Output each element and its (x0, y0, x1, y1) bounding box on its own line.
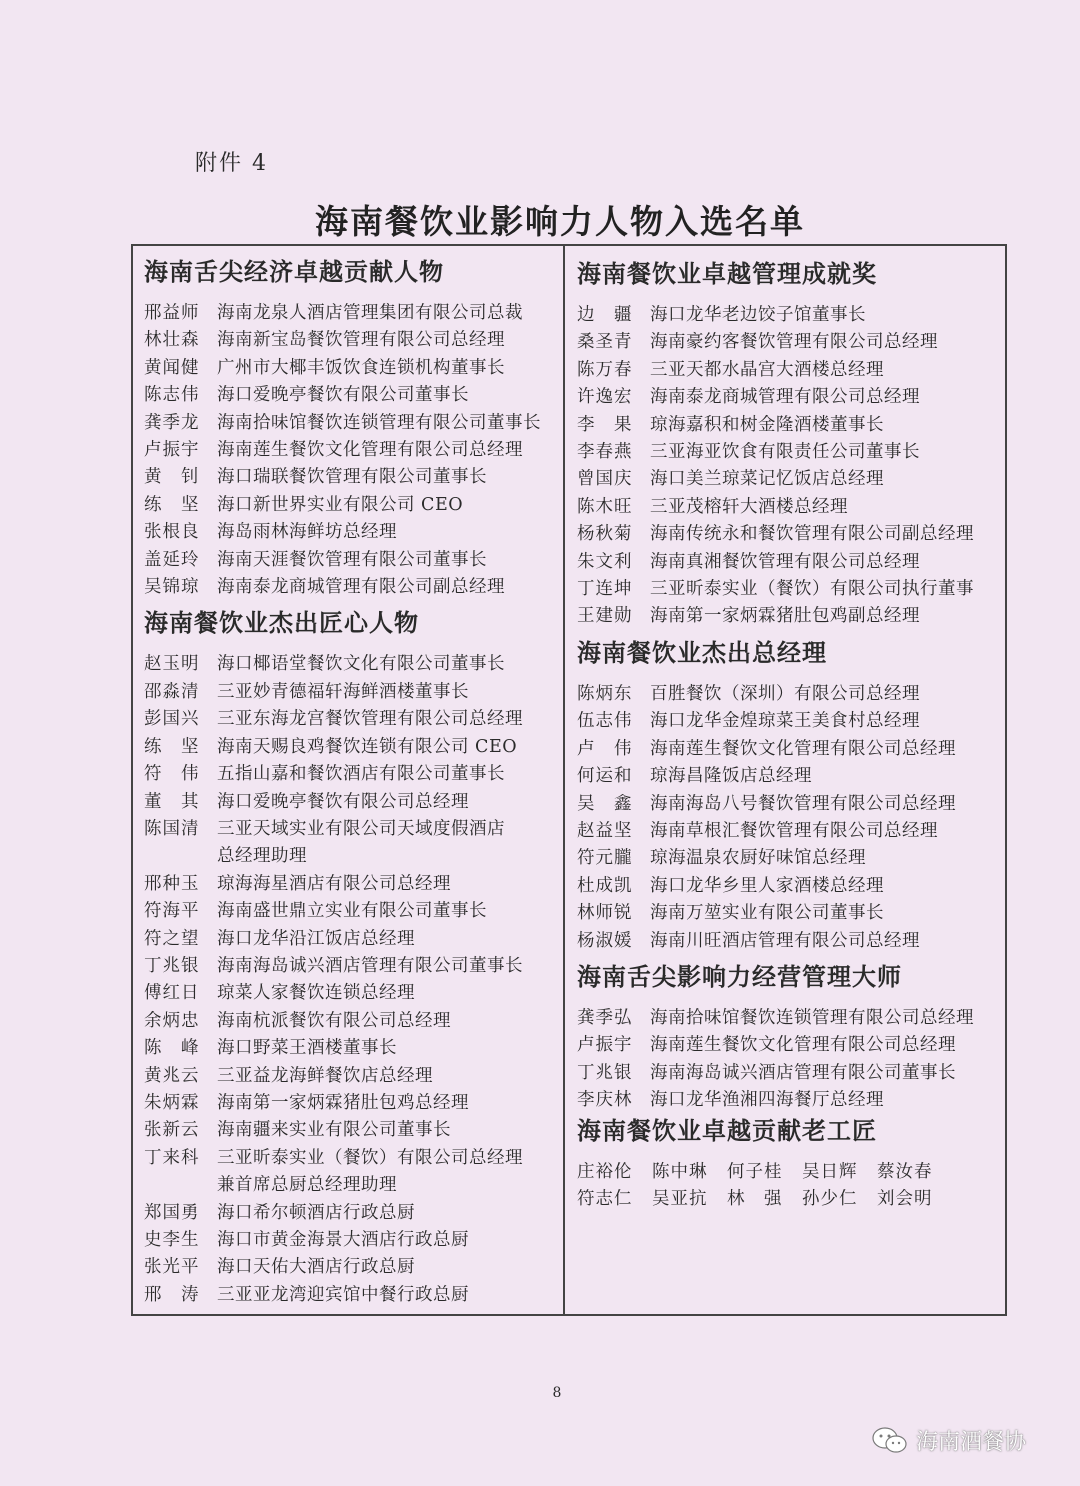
person-name: 王建勋 (577, 606, 633, 627)
organization-title (650, 681, 1002, 708)
organization-title (650, 1032, 1002, 1059)
organization-line: 海南草根汇餐饮管理有限公司总经理 (650, 820, 938, 841)
person-name: 张根良 (144, 522, 200, 543)
organization-line: 海南豪约客餐饮管理有限公司总经理 (650, 332, 938, 353)
person-name: 黄闻健 (144, 357, 200, 378)
organization-line: 海南新宝岛餐饮管理有限公司总经理 (217, 330, 505, 351)
organization-line: 海南真湘餐饮管理有限公司总经理 (650, 551, 920, 572)
craftsman-name: 吴亚抗 (652, 1188, 708, 1209)
person-name: 练 坚 (144, 736, 200, 757)
organization-line: 海口希尔顿酒店行政总厨 (217, 1202, 415, 1223)
person-name: 陈万春 (577, 359, 633, 380)
person-name: 何运和 (577, 766, 633, 787)
organization-line: 海口市黄金海景大酒店行政总厨 (217, 1230, 469, 1250)
craftsman-name: 刘会明 (877, 1188, 933, 1209)
list-item (144, 1090, 559, 1117)
organization-line: 百胜餐饮（深圳）有限公司总经理 (650, 683, 920, 704)
list-item (144, 464, 559, 491)
organization-line: 海口龙华渔湘四海餐厅总经理 (650, 1090, 884, 1111)
list-item (577, 357, 1002, 384)
page-number: 8 (552, 1385, 562, 1401)
craftsman-name: 孙少仁 (802, 1188, 858, 1209)
list-item (577, 708, 1002, 735)
person-name: 朱炳霖 (144, 1092, 200, 1113)
list-item (144, 980, 559, 1007)
organization-title (650, 384, 1002, 411)
organization-line: 海岛雨林海鲜坊总经理 (217, 522, 397, 543)
list-item (144, 1145, 559, 1200)
organization-title (217, 926, 559, 953)
list-item (577, 681, 1002, 708)
list-item (577, 845, 1002, 872)
organization-title (650, 845, 1002, 872)
person-name: 彭国兴 (144, 709, 200, 730)
organization-title (217, 437, 559, 464)
organization-line: 海口美兰琼菜记忆饭店总经理 (650, 469, 884, 490)
organization-title (650, 736, 1002, 763)
organization-title (217, 327, 559, 354)
section-heading: 海南舌尖影响力经营管理大师 (577, 961, 902, 991)
organization-line: 海南第一家炳霖猪肚包鸡副总经理 (650, 606, 920, 627)
list-item (577, 1060, 1002, 1087)
organization-line: 琼海温泉农厨好味馆总经理 (650, 848, 866, 869)
attachment-label: 附件 4 (195, 151, 268, 176)
organization-title (217, 871, 559, 898)
document-title: 海南餐饮业影响力人物入选名单 (315, 202, 805, 241)
organization-line: 海南泰龙商城管理有限公司副总经理 (217, 577, 505, 598)
organization-line: 海南海岛诚兴酒店管理有限公司董事长 (217, 955, 523, 976)
list-item (144, 355, 559, 382)
organization-title (217, 1035, 559, 1062)
list-item (144, 327, 559, 354)
organization-title (217, 1227, 559, 1254)
organization-line: 三亚东海龙宫餐饮管理有限公司总经理 (217, 709, 523, 730)
person-name: 邢种玉 (144, 873, 200, 894)
list-item (577, 791, 1002, 818)
list-item (577, 549, 1002, 576)
person-name: 杨淑媛 (577, 930, 633, 951)
organization-title (650, 357, 1002, 384)
person-name: 杨秋菊 (577, 524, 633, 545)
organization-line: 三亚益龙海鲜餐饮店总经理 (217, 1065, 433, 1086)
list-item (577, 1087, 1002, 1114)
section-heading: 海南餐饮业杰出匠心人物 (144, 608, 419, 638)
list-item (144, 898, 559, 925)
list-item (144, 761, 559, 788)
person-name: 卢振宇 (144, 440, 200, 461)
list-item (144, 1117, 559, 1144)
organization-line: 海口爱晚亭餐饮有限公司总经理 (217, 791, 469, 812)
list-item (144, 1254, 559, 1281)
award-section (144, 256, 559, 601)
organization-line: 海南万堃实业有限公司董事长 (650, 903, 884, 924)
person-name: 伍志伟 (577, 711, 633, 732)
organization-line: 海口天佑大酒店行政总厨 (217, 1257, 415, 1278)
person-name: 黄 钊 (144, 467, 200, 488)
person-name: 盖延玲 (144, 549, 200, 570)
person-name: 郑国勇 (144, 1202, 200, 1223)
person-name: 李庆林 (577, 1090, 633, 1111)
organization-title (650, 466, 1002, 493)
organization-line: 三亚昕泰实业（餐饮）有限公司总经理 (217, 1147, 523, 1168)
person-name: 余炳忠 (144, 1010, 200, 1031)
organization-title (650, 412, 1002, 439)
organization-line: 海南疆来实业有限公司董事长 (217, 1120, 451, 1141)
right-column (577, 258, 1002, 1213)
list-item (577, 494, 1002, 521)
person-name: 吴 鑫 (577, 793, 633, 814)
organization-title (650, 576, 1002, 603)
person-name: 林师锐 (577, 903, 633, 924)
craftsmen-section (577, 1115, 1002, 1214)
list-item (144, 926, 559, 953)
organization-line: 兼首席总厨总经理助理 (217, 1175, 397, 1196)
organization-line: 海南传统永和餐饮管理有限公司副总经理 (650, 524, 974, 545)
list-item (577, 1032, 1002, 1059)
craftsman-name: 何子桂 (727, 1161, 783, 1182)
list-item (144, 1227, 559, 1254)
watermark-text: 海南酒餐协 (916, 1430, 1027, 1455)
list-item (577, 763, 1002, 790)
organization-line: 海口龙华金煌琼菜王美食村总经理 (650, 711, 920, 732)
organization-line: 三亚亚龙湾迎宾馆中餐行政总厨 (217, 1284, 469, 1305)
organization-title (217, 300, 559, 327)
person-name: 符 伟 (144, 764, 200, 785)
person-name: 龚季龙 (144, 412, 200, 433)
craftsman-name: 符志仁 (577, 1188, 633, 1209)
organization-line: 海南第一家炳霖猪肚包鸡总经理 (217, 1092, 469, 1113)
organization-title (650, 763, 1002, 790)
list-item (144, 492, 559, 519)
organization-line: 广州市大椰丰饭饮食连锁机构董事长 (217, 357, 505, 378)
organization-title (650, 708, 1002, 735)
organization-title (650, 549, 1002, 576)
list-item (577, 412, 1002, 439)
organization-title (217, 651, 559, 678)
organization-title (650, 521, 1002, 548)
organization-title (217, 355, 559, 382)
organization-title (217, 410, 559, 437)
organization-title (217, 492, 559, 519)
person-name: 陈志伟 (144, 385, 200, 406)
organization-line: 琼菜人家餐饮连锁总经理 (217, 983, 415, 1004)
organization-title (217, 382, 559, 409)
organization-line: 海南莲生餐饮文化管理有限公司总经理 (650, 1035, 956, 1056)
award-section (577, 637, 1002, 955)
award-section (577, 258, 1002, 631)
organization-line: 海南天涯餐饮管理有限公司董事长 (217, 549, 487, 570)
list-item (144, 300, 559, 327)
craftsmen-names (577, 1159, 1002, 1214)
organization-title (650, 494, 1002, 521)
person-name: 邵淼清 (144, 681, 200, 702)
organization-title (217, 1200, 559, 1227)
award-section (577, 961, 1002, 1115)
person-name: 符海平 (144, 901, 200, 922)
organization-title (217, 547, 559, 574)
organization-line: 海南盛世鼎立实业有限公司董事长 (217, 901, 487, 922)
organization-line: 三亚海亚饮食有限责任公司董事长 (650, 442, 920, 463)
organization-line: 总经理助理 (217, 846, 307, 867)
person-name: 邢益师 (144, 303, 200, 323)
person-name: 符元朧 (577, 848, 633, 869)
organization-line: 海南杭派餐饮有限公司总经理 (217, 1010, 451, 1031)
person-name: 朱文利 (577, 551, 633, 572)
organization-title (217, 1008, 559, 1035)
organization-title (650, 1060, 1002, 1087)
list-item (144, 1282, 559, 1309)
craftsman-name: 陈中琳 (652, 1161, 708, 1182)
list-item (577, 603, 1002, 630)
person-name: 丁兆银 (144, 955, 200, 976)
person-name: 李 果 (577, 414, 633, 435)
organization-title (217, 1063, 559, 1090)
organization-line: 海口椰语堂餐饮文化有限公司董事长 (217, 654, 505, 675)
section-heading: 海南舌尖经济卓越贡献人物 (144, 257, 444, 286)
person-name: 丁兆银 (577, 1062, 633, 1083)
person-name: 曾国庆 (577, 469, 633, 490)
list-item (144, 734, 559, 761)
organization-title (217, 761, 559, 788)
organization-line: 三亚妙青德福轩海鲜酒楼董事长 (217, 681, 469, 702)
organization-title (217, 980, 559, 1007)
organization-line: 海口野菜王酒楼董事长 (217, 1038, 397, 1059)
list-item (144, 437, 559, 464)
organization-title (217, 953, 559, 980)
person-name: 丁连坤 (577, 579, 633, 600)
list-item (144, 871, 559, 898)
list-item (144, 382, 559, 409)
wechat-icon (870, 1426, 910, 1456)
list-item (144, 1063, 559, 1090)
list-item (577, 576, 1002, 603)
person-name: 陈国清 (144, 818, 200, 839)
organization-line: 三亚天域实业有限公司天域度假酒店 (217, 818, 505, 839)
organization-line: 海口龙华沿江饭店总经理 (217, 928, 415, 949)
organization-line: 海南莲生餐饮文化管理有限公司总经理 (217, 440, 523, 461)
organization-title (650, 791, 1002, 818)
list-item (144, 1200, 559, 1227)
organization-title (650, 1005, 1002, 1032)
organization-title (650, 329, 1002, 356)
left-column (144, 256, 559, 1309)
organization-title (650, 1087, 1002, 1114)
organization-line: 海南拾味馆餐饮连锁管理有限公司总经理 (650, 1007, 974, 1028)
list-item (577, 521, 1002, 548)
organization-line: 海南川旺酒店管理有限公司总经理 (650, 930, 920, 951)
person-name: 陈木旺 (577, 496, 633, 517)
section-heading: 海南餐饮业卓越贡献老工匠 (577, 1115, 877, 1145)
organization-title (217, 574, 559, 601)
list-item (577, 1005, 1002, 1032)
person-name: 边 疆 (577, 305, 633, 325)
organization-title (217, 898, 559, 925)
list-item (144, 410, 559, 437)
organization-title (217, 816, 559, 871)
list-item (577, 466, 1002, 493)
organization-title (650, 873, 1002, 900)
person-name: 赵玉明 (144, 654, 200, 675)
organization-line: 海南拾味馆餐饮连锁管理有限公司董事长 (217, 412, 541, 433)
person-name: 杜成凯 (577, 875, 633, 896)
organization-title (217, 734, 559, 761)
organization-title (217, 1117, 559, 1144)
organization-line: 琼海昌隆饭店总经理 (650, 766, 812, 787)
organization-title (217, 1090, 559, 1117)
craftsman-name: 林 强 (727, 1188, 783, 1209)
organization-title (650, 928, 1002, 955)
list-item (144, 679, 559, 706)
person-name: 陈 峰 (144, 1038, 200, 1059)
list-item (144, 706, 559, 733)
person-name: 桑圣青 (577, 332, 633, 353)
organization-title (217, 1282, 559, 1309)
person-name: 张新云 (144, 1120, 200, 1141)
organization-line: 三亚天都水晶宫大酒楼总经理 (650, 359, 884, 380)
organization-title (217, 464, 559, 491)
organization-line: 海南天赐良鸡餐饮连锁有限公司 CEO (217, 736, 518, 757)
person-name: 龚季弘 (577, 1007, 633, 1028)
person-name: 李春燕 (577, 442, 633, 463)
list-item (144, 519, 559, 546)
person-name: 许逸宏 (577, 387, 633, 408)
organization-line: 海南海岛诚兴酒店管理有限公司董事长 (650, 1062, 956, 1083)
person-name: 陈炳东 (577, 683, 633, 704)
list-item (577, 384, 1002, 411)
organization-title (650, 818, 1002, 845)
list-item (577, 439, 1002, 466)
organization-line: 三亚茂榕轩大酒楼总经理 (650, 496, 848, 517)
organization-line: 海口瑞联餐饮管理有限公司董事长 (217, 467, 487, 488)
list-item (577, 302, 1002, 329)
craftsman-name: 蔡汝春 (877, 1161, 933, 1182)
craftsman-name: 庄裕伦 (577, 1161, 633, 1182)
organization-line: 海口龙华老边饺子馆董事长 (650, 305, 866, 325)
organization-title (217, 706, 559, 733)
list-item (144, 547, 559, 574)
organization-line: 海口新世界实业有限公司 CEO (217, 494, 464, 515)
list-item (144, 789, 559, 816)
person-name: 卢 伟 (577, 738, 633, 759)
person-name: 吴锦琼 (144, 577, 200, 598)
organization-line: 三亚昕泰实业（餐饮）有限公司执行董事 (650, 579, 974, 600)
list-item (144, 574, 559, 601)
organization-title (650, 603, 1002, 630)
column-divider (563, 244, 565, 1316)
person-name: 丁来科 (144, 1147, 200, 1168)
organization-line: 海口龙华乡里人家酒楼总经理 (650, 875, 884, 896)
person-name: 傅红日 (144, 983, 200, 1004)
list-item (577, 736, 1002, 763)
person-name: 邢 涛 (144, 1284, 200, 1305)
organization-line: 海南龙泉人酒店管理集团有限公司总裁 (217, 303, 523, 323)
person-name: 赵益坚 (577, 820, 633, 841)
person-name: 黄兆云 (144, 1065, 200, 1086)
organization-title (217, 1145, 559, 1200)
person-name: 林壮森 (144, 330, 200, 351)
organization-title (650, 900, 1002, 927)
organization-title (650, 439, 1002, 466)
section-heading: 海南餐饮业卓越管理成就奖 (577, 259, 877, 288)
person-name: 董 其 (144, 791, 200, 812)
person-name: 卢振宇 (577, 1035, 633, 1056)
organization-line: 海南泰龙商城管理有限公司总经理 (650, 387, 920, 408)
organization-line: 五指山嘉和餐饮酒店有限公司董事长 (217, 764, 505, 785)
person-name: 史李生 (144, 1230, 200, 1250)
list-item (144, 953, 559, 980)
list-item (144, 816, 559, 871)
list-item (144, 651, 559, 678)
list-item (577, 873, 1002, 900)
section-heading: 海南餐饮业杰出总经理 (577, 637, 827, 667)
organization-line: 琼海海星酒店有限公司总经理 (217, 873, 451, 894)
list-item (577, 329, 1002, 356)
organization-line: 海南海岛八号餐饮管理有限公司总经理 (650, 793, 956, 814)
craftsman-name: 吴日辉 (802, 1161, 858, 1182)
organization-line: 琼海嘉积和树金隆酒楼董事长 (650, 414, 884, 435)
person-name: 练 坚 (144, 494, 200, 515)
list-item (144, 1035, 559, 1062)
organization-title (217, 679, 559, 706)
list-item (144, 1008, 559, 1035)
organization-line: 海南莲生餐饮文化管理有限公司总经理 (650, 738, 956, 759)
person-name: 符之望 (144, 928, 200, 949)
list-item (577, 928, 1002, 955)
organization-title (217, 789, 559, 816)
award-section (144, 607, 559, 1309)
organization-line: 海口爱晚亭餐饮有限公司董事长 (217, 385, 469, 406)
organization-title (217, 1254, 559, 1281)
list-item (577, 818, 1002, 845)
watermark (870, 1425, 1026, 1456)
person-name: 张光平 (144, 1257, 200, 1278)
organization-title (650, 302, 1002, 329)
list-item (577, 900, 1002, 927)
organization-title (217, 519, 559, 546)
